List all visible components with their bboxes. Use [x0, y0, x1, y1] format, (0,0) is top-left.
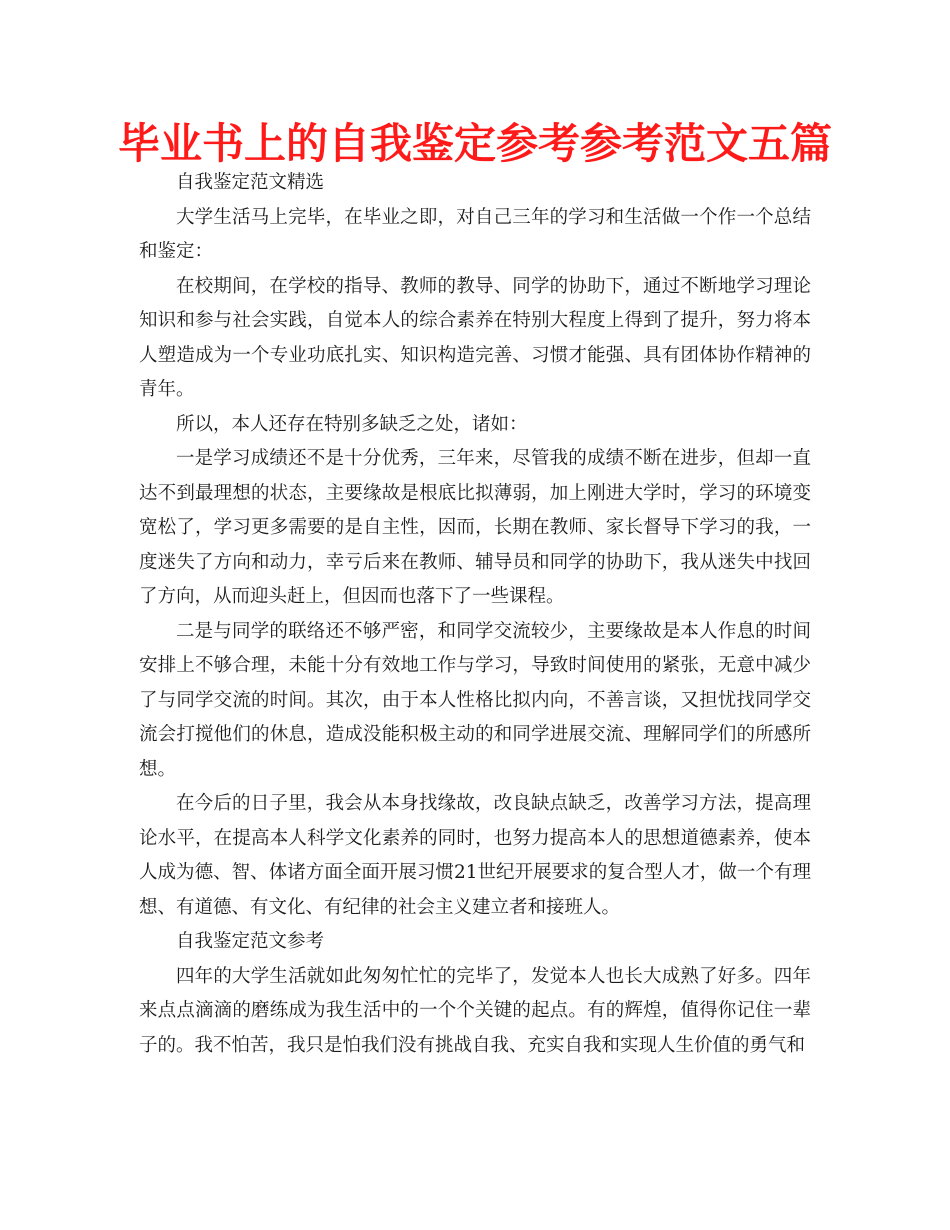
paragraph: 二是与同学的联络还不够严密，和同学交流较少，主要缘故是本人作息的时间安排上不够合理，未能十分有效地工作与学习，导致时间使用的紧张，无意中减少了与同学交流的时间。其次，由于本人性格比拟内向，不善言谈，又担忧找同学交流会打搅他们的休息，造成没能积极主动的和同学进展交流、理解同学们的所感所想。 — [139, 620, 811, 780]
paragraph: 四年的大学生活就如此匆匆忙忙的完毕了，发觉本人也长大成熟了好多。四年来点点滴滴的磨练成为我生活中的一个个关键的起点。有的辉煌，值得你记住一辈子的。我不怕苦，我只是怕我们没有挑战自我、充实自我和实现人生价值的勇气和 — [139, 965, 811, 1056]
paragraph: 大学生活马上完毕，在毕业之即，对自己三年的学习和生活做一个作一个总结和鉴定： — [139, 206, 811, 262]
paragraph: 在校期间，在学校的指导、教师的教导、同学的协助下，通过不断地学习理论知识和参与社会实践，自觉本人的综合素养在特别大程度上得到了提升，努力将本人塑造成为一个专业功底扎实、知识构造完善、习惯才能强、具有团体协作精神的青年。 — [139, 275, 811, 400]
paragraph: 一是学习成绩还不是十分优秀，三年来，尽管我的成绩不断在进步，但却一直达不到最理想的状态，主要缘故是根底比拟薄弱，加上刚进大学时，学习的环境变宽松了，学习更多需要的是自主性，因而，长期在教师、家长督导下学习的我，一度迷失了方向和动力，幸亏后来在教师、辅导员和同学的协助下，我从迷失中找回了方向，从而迎头赶上，但因而也落下了一些课程。 — [139, 448, 811, 607]
paragraph: 在今后的日子里，我会从本身找缘故，改良缺点缺乏，改善学习方法，提高理论水平，在提高本人科学文化素养的同时，也努力提高本人的思想道德素养，使本人成为德、智、体诸方面全面开展习惯21世纪开展要求的复合型人才，做一个有理想、有道德、有文化、有纪律的社会主义建立者和接班人。 — [139, 793, 811, 918]
paragraph: 自我鉴定范文精选 — [176, 172, 325, 193]
document-title: 毕业书上的自我鉴定参考参考范文五篇 — [117, 119, 832, 168]
document-body — [139, 166, 811, 1063]
paragraph: 所以，本人还存在特别多缺乏之处，诸如： — [176, 413, 528, 435]
paragraph: 自我鉴定范文参考 — [176, 931, 325, 952]
